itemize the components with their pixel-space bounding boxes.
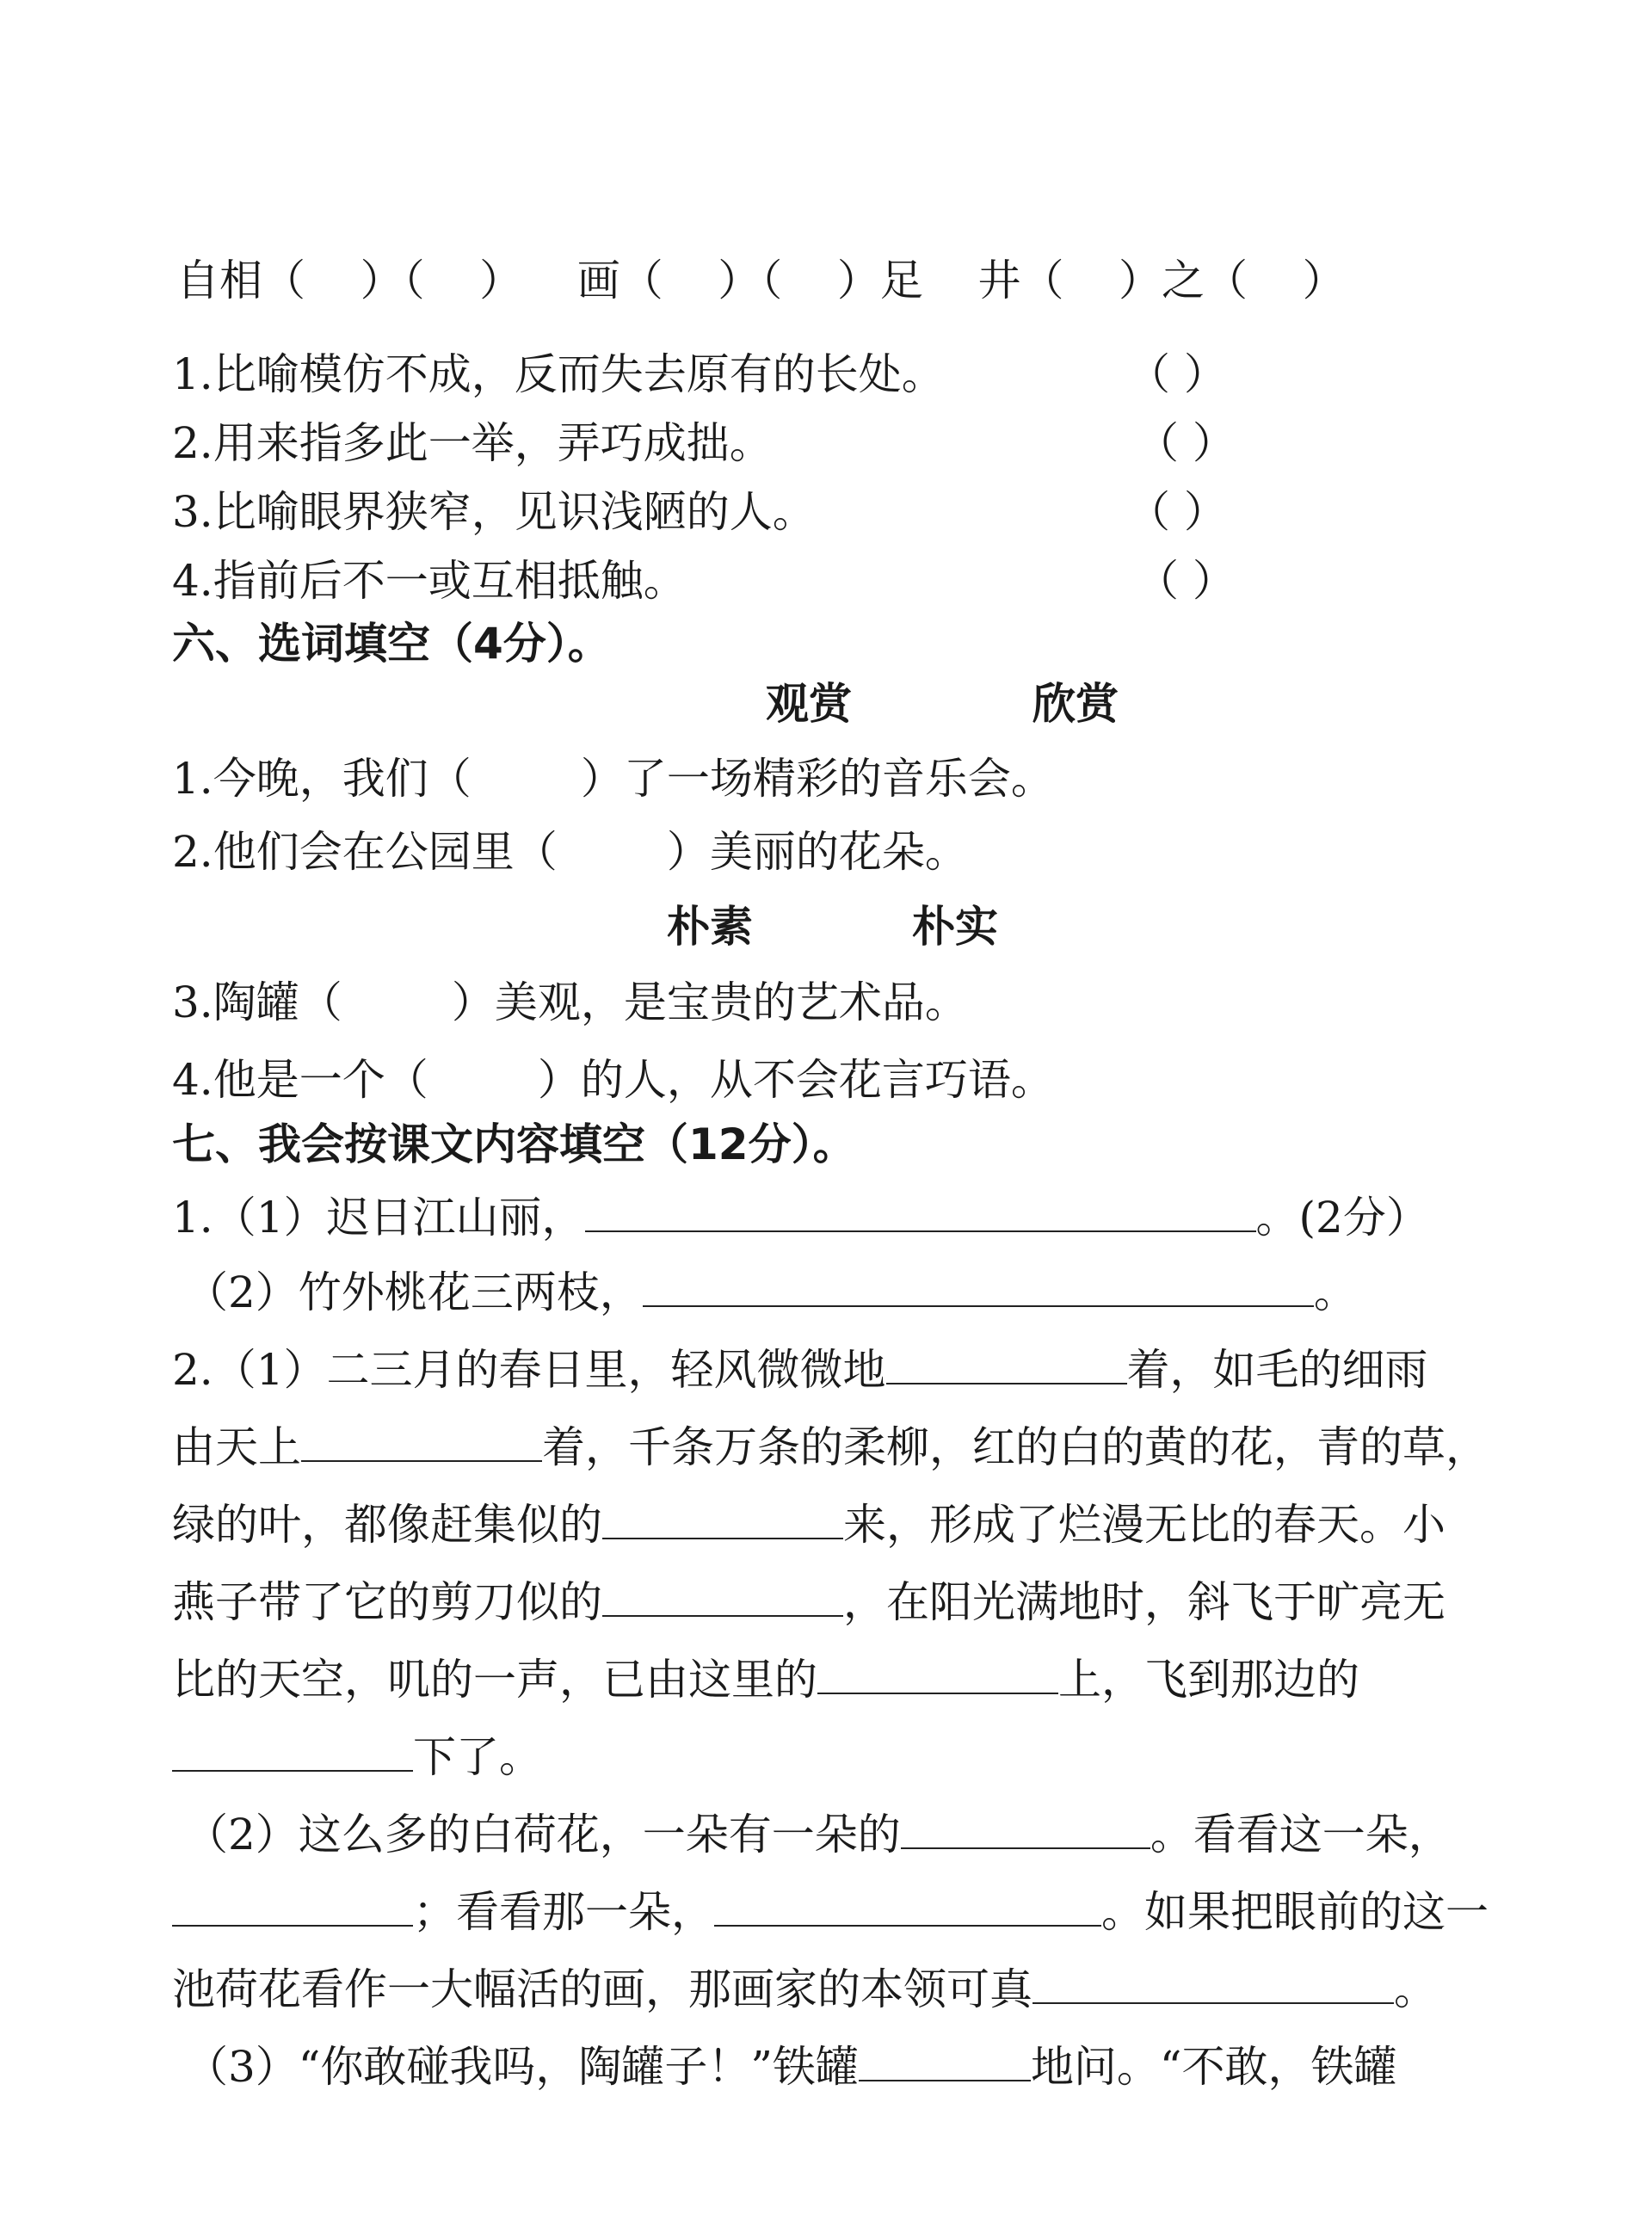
passage-text: 2.（1）二三月的春日里，轻风微微地 [172, 1345, 886, 1395]
meaning-3-answer: （ ） [1127, 487, 1227, 537]
passage-2-line-3 [172, 1499, 1446, 1551]
poem-line-2-text: （2）竹外桃花三两枝， [185, 1267, 643, 1317]
answer-blank[interactable] [172, 1732, 413, 1772]
poem-line-2 [185, 1267, 1357, 1318]
poem-line-1 [172, 1192, 1429, 1243]
section-7-title: 七、我会按课文内容填空（12分）。 [172, 1119, 856, 1169]
poem-line-1-tail: 。(2分） [1255, 1193, 1429, 1243]
answer-blank[interactable] [714, 1887, 1101, 1927]
passage-text: （3）“你敢碰我吗，陶罐子！”铁罐 [185, 2042, 859, 2092]
poem-line-1-text: 1.（1）迟日江山丽， [172, 1193, 585, 1243]
meaning-1-answer: （ ） [1127, 349, 1227, 399]
answer-blank[interactable] [172, 1887, 413, 1927]
passage-text: 上，飞到那边的 [1058, 1655, 1359, 1705]
word-option: 观赏 [766, 679, 852, 729]
word-option: 朴实 [912, 902, 998, 952]
s6-question-4: 4.他是一个（ ）的人，从不会花言巧语。 [172, 1055, 1054, 1105]
meaning-2-answer: （ ） [1136, 418, 1236, 468]
passage-2-line-6 [172, 1731, 542, 1783]
passage-text: 着，千条万条的柔柳，红的白的黄的花，青的草， [542, 1422, 1489, 1472]
poem-line-2-tail: 。 [1313, 1267, 1357, 1317]
passage-text: 来，形成了烂漫无比的春天。小 [843, 1500, 1446, 1550]
passage-4-line-1 [185, 2041, 1397, 2093]
s6-question-1: 1.今晚，我们（ ）了一场精彩的音乐会。 [172, 754, 1054, 804]
passage-text: 。如果把眼前的这一 [1101, 1887, 1489, 1937]
answer-blank[interactable] [817, 1655, 1058, 1694]
answer-blank[interactable] [1032, 1964, 1394, 2004]
s6-question-2: 2.他们会在公园里（ ）美丽的花朵。 [172, 827, 968, 877]
s6-question-3: 3.陶罐（ ）美观，是宝贵的艺术品。 [172, 977, 968, 1027]
answer-blank[interactable] [643, 1267, 1314, 1307]
idioms-line: 自相（ ）（ ） 画（ ）（ ）足 井（ ）之（ ） [176, 256, 1346, 305]
answer-blank[interactable] [859, 2042, 1031, 2081]
passage-text: ；看看那一朵， [413, 1887, 714, 1937]
meaning-4: 4.指前后不一或互相抵触。 [172, 556, 687, 606]
word-option: 朴素 [667, 902, 753, 952]
passage-text: 下了。 [413, 1732, 542, 1782]
passage-text: 绿的叶，都像赶集似的 [172, 1500, 602, 1550]
answer-blank[interactable] [901, 1810, 1150, 1849]
passage-2-line-5 [172, 1654, 1359, 1705]
passage-text: （2）这么多的白荷花，一朵有一朵的 [185, 1810, 901, 1859]
meaning-4-answer: （ ） [1136, 556, 1236, 606]
answer-blank[interactable] [585, 1193, 1256, 1232]
passage-text: 地问。“不敢，铁罐 [1030, 2042, 1397, 2092]
passage-3-line-1 [185, 1809, 1452, 1860]
section-6-title: 六、选词填空（4分）。 [172, 619, 611, 669]
passage-3-line-2 [172, 1886, 1489, 1938]
passage-2-line-1 [172, 1344, 1428, 1396]
passage-2-line-4 [172, 1576, 1446, 1628]
passage-text: 着，如毛的细雨 [1126, 1345, 1428, 1395]
answer-blank[interactable] [886, 1345, 1127, 1384]
passage-text: 池荷花看作一大幅活的画，那画家的本领可真 [172, 1964, 1032, 2014]
meaning-3: 3.比喻眼界狭窄，见识浅陋的人。 [172, 487, 816, 537]
word-option: 欣赏 [1032, 679, 1119, 729]
passage-3-line-3 [172, 1964, 1437, 2015]
answer-blank[interactable] [602, 1500, 843, 1539]
passage-text: 比的天空，叽的一声，已由这里的 [172, 1655, 817, 1705]
passage-text: 燕子带了它的剪刀似的 [172, 1577, 602, 1627]
answer-blank[interactable] [602, 1577, 843, 1617]
meaning-2: 2.用来指多此一举，弄巧成拙。 [172, 418, 773, 468]
passage-2-line-2 [172, 1421, 1489, 1473]
meaning-1: 1.比喻模仿不成，反而失去原有的长处。 [172, 349, 945, 399]
passage-text: ，在阳光满地时，斜飞于旷亮无 [843, 1577, 1446, 1627]
passage-text: 由天上 [172, 1422, 301, 1472]
passage-text: 。看看这一朵， [1150, 1810, 1452, 1859]
answer-blank[interactable] [301, 1422, 542, 1462]
passage-text: 。 [1394, 1964, 1437, 2014]
